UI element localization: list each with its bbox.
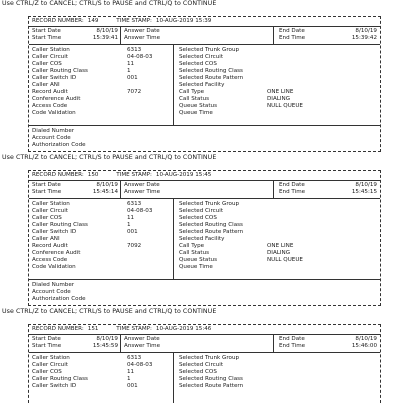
end-date-label: End Date xyxy=(279,28,305,34)
time-stamp: 10-AUG-2019 15:39 xyxy=(155,18,212,24)
field-label: Selected Facility xyxy=(179,236,225,242)
continue-prompt: Use CTRL/Z to CANCEL; CTRL/S to PAUSE and CTRL/Q to CONTINUE xyxy=(2,154,217,161)
field-row xyxy=(29,369,380,376)
field-label: Caller Station xyxy=(32,355,70,361)
record-times xyxy=(29,181,380,199)
field-row xyxy=(29,243,380,250)
field-value: 001 xyxy=(127,383,138,389)
call-record xyxy=(28,170,381,306)
field-label: Record Audit xyxy=(32,243,68,249)
answer-date-label: Answer Date xyxy=(124,336,160,342)
field-value: 1 xyxy=(127,68,131,74)
field-label: Selected Trunk Group xyxy=(179,47,240,53)
field-value: 1 xyxy=(127,222,131,228)
field-row xyxy=(29,355,380,362)
field-row xyxy=(29,89,380,96)
field-value: 001 xyxy=(127,229,138,235)
answer-time-label: Answer Time xyxy=(124,189,161,195)
field-value: ONE LINE xyxy=(267,89,294,95)
record-times xyxy=(29,27,380,45)
field-value: 6313 xyxy=(127,355,142,361)
field-label: Caller COS xyxy=(32,61,62,67)
record-times xyxy=(29,335,380,353)
start-time-label: Start Time xyxy=(32,35,62,41)
field-value: 1 xyxy=(127,376,131,382)
field-label: Call Status xyxy=(179,96,210,102)
answer-time-label: Answer Time xyxy=(124,35,161,41)
field-row xyxy=(29,82,380,89)
field-label: Selected Circuit xyxy=(179,208,224,214)
field-label: Call Type xyxy=(179,89,205,95)
column-divider xyxy=(273,335,274,352)
field-row xyxy=(29,103,380,110)
field-label: Queue Status xyxy=(179,257,217,263)
record-fields xyxy=(29,45,380,126)
field-label: Caller ANI xyxy=(32,82,60,88)
field-label: Record Audit xyxy=(32,89,68,95)
field-label: Selected Routing Class xyxy=(179,222,243,228)
start-date-label: Start Date xyxy=(32,336,61,342)
field-row xyxy=(29,215,380,222)
field-value: DIALING xyxy=(267,250,291,256)
field-row xyxy=(29,250,380,257)
start-time: 15:39:41 xyxy=(92,35,118,41)
field-row xyxy=(29,54,380,61)
field-label: Caller Switch ID xyxy=(32,383,77,389)
start-time: 15:45:59 xyxy=(92,343,118,349)
field-label: Selected Route Pattern xyxy=(179,75,244,81)
field-label: Selected Route Pattern xyxy=(179,383,244,389)
end-date-label: End Date xyxy=(279,182,305,188)
column-divider xyxy=(120,27,121,44)
time-stamp-label: TIME STAMP: xyxy=(116,172,152,178)
field-value: 6313 xyxy=(127,47,142,53)
field-value: 7072 xyxy=(127,89,142,95)
field-row xyxy=(29,229,380,236)
record-number: 149 xyxy=(87,18,99,24)
field-row xyxy=(29,201,380,208)
time-stamp: 10-AUG-2019 15:45 xyxy=(155,172,212,178)
field-row xyxy=(29,75,380,82)
field-row xyxy=(29,47,380,54)
time-stamp-label: TIME STAMP: xyxy=(116,18,152,24)
field-value: 04-08-03 xyxy=(127,54,153,60)
time-stamp-label: TIME STAMP: xyxy=(116,326,152,332)
field-label: Caller Switch ID xyxy=(32,229,77,235)
field-label: Caller COS xyxy=(32,215,62,221)
answer-time-label: Answer Time xyxy=(124,343,161,349)
end-date-label: End Date xyxy=(279,336,305,342)
field-value: 7092 xyxy=(127,243,142,249)
start-date-label: Start Date xyxy=(32,28,61,34)
record-footer xyxy=(29,126,380,151)
end-date: 8/10/19 xyxy=(355,28,377,34)
field-row xyxy=(29,222,380,229)
field-label: Access Code xyxy=(32,257,68,263)
field-value: 11 xyxy=(127,61,135,67)
field-label: Caller COS xyxy=(32,369,62,375)
call-record xyxy=(28,16,381,152)
field-value: NULL QUEUE xyxy=(267,257,303,263)
start-time-label: Start Time xyxy=(32,343,62,349)
field-label: Queue Time xyxy=(179,264,213,270)
field-label: Selected COS xyxy=(179,369,217,375)
continue-prompt: Use CTRL/Z to CANCEL; CTRL/S to PAUSE and CTRL/Q to CONTINUE xyxy=(2,0,217,7)
start-date-label: Start Date xyxy=(32,182,61,188)
field-row xyxy=(29,68,380,75)
column-divider xyxy=(273,181,274,198)
field-row xyxy=(29,208,380,215)
column-divider xyxy=(273,27,274,44)
call-record xyxy=(28,324,381,403)
field-label: Caller Routing Class xyxy=(32,222,88,228)
record-number: 151 xyxy=(87,326,99,332)
field-label: Conference Audit xyxy=(32,96,81,102)
record-number: 150 xyxy=(87,172,99,178)
field-value: DIALING xyxy=(267,96,291,102)
field-row xyxy=(29,96,380,103)
field-label: Call Status xyxy=(179,250,210,256)
field-value: 11 xyxy=(127,369,135,375)
field-label: Caller Switch ID xyxy=(32,75,77,81)
continue-prompt: Use CTRL/Z to CANCEL; CTRL/S to PAUSE and CTRL/Q to CONTINUE xyxy=(2,308,217,315)
dialed-number-label: Dialed Number xyxy=(32,282,75,288)
answer-date-label: Answer Date xyxy=(124,182,160,188)
field-row xyxy=(29,264,380,271)
start-time-label: Start Time xyxy=(32,189,62,195)
field-label: Selected Circuit xyxy=(179,362,224,368)
field-row xyxy=(29,61,380,68)
account-code-label: Account Code xyxy=(32,289,71,295)
field-row xyxy=(29,383,380,390)
field-label: Selected Circuit xyxy=(179,54,224,60)
end-time-label: End Time xyxy=(279,35,306,41)
record-fields xyxy=(29,353,380,403)
field-label: Selected Route Pattern xyxy=(179,229,244,235)
field-label: Code Validation xyxy=(32,264,76,270)
field-label: Code Validation xyxy=(32,110,76,116)
field-value: NULL QUEUE xyxy=(267,103,303,109)
field-value: 6313 xyxy=(127,201,142,207)
answer-date-label: Answer Date xyxy=(124,28,160,34)
end-time: 15:45:15 xyxy=(351,189,377,195)
account-code-label: Account Code xyxy=(32,135,71,141)
field-label: Selected Trunk Group xyxy=(179,355,240,361)
record-fields xyxy=(29,199,380,280)
field-label: Caller Circuit xyxy=(32,208,68,214)
field-value: 04-08-03 xyxy=(127,362,153,368)
field-label: Caller ANI xyxy=(32,236,60,242)
field-label: Queue Time xyxy=(179,110,213,116)
record-number-label: RECORD NUMBER: xyxy=(32,172,84,178)
field-value: 001 xyxy=(127,75,138,81)
field-label: Caller Station xyxy=(32,47,70,53)
dialed-number-label: Dialed Number xyxy=(32,128,75,134)
record-number-label: RECORD NUMBER: xyxy=(32,326,84,332)
field-row xyxy=(29,376,380,383)
authorization-code-label: Authorization Code xyxy=(32,296,86,302)
field-label: Caller Routing Class xyxy=(32,376,88,382)
field-row xyxy=(29,236,380,243)
field-label: Call Type xyxy=(179,243,205,249)
field-value: 11 xyxy=(127,215,135,221)
end-date: 8/10/19 xyxy=(355,336,377,342)
record-header xyxy=(29,171,380,181)
field-row xyxy=(29,362,380,369)
start-time: 15:45:14 xyxy=(92,189,118,195)
start-date: 8/10/19 xyxy=(96,336,118,342)
field-label: Queue Status xyxy=(179,103,217,109)
end-time-label: End Time xyxy=(279,343,306,349)
start-date: 8/10/19 xyxy=(96,182,118,188)
field-label: Selected Facility xyxy=(179,82,225,88)
field-label: Selected Routing Class xyxy=(179,376,243,382)
start-date: 8/10/19 xyxy=(96,28,118,34)
column-divider xyxy=(120,181,121,198)
record-footer xyxy=(29,280,380,305)
field-label: Selected COS xyxy=(179,215,217,221)
end-time: 15:39:42 xyxy=(351,35,377,41)
authorization-code-label: Authorization Code xyxy=(32,142,86,148)
field-label: Access Code xyxy=(32,103,68,109)
field-value: 04-08-03 xyxy=(127,208,153,214)
field-value: ONE LINE xyxy=(267,243,294,249)
field-label: Caller Station xyxy=(32,201,70,207)
field-label: Caller Circuit xyxy=(32,362,68,368)
field-label: Selected COS xyxy=(179,61,217,67)
field-label: Caller Routing Class xyxy=(32,68,88,74)
field-label: Caller Circuit xyxy=(32,54,68,60)
end-time-label: End Time xyxy=(279,189,306,195)
field-label: Conference Audit xyxy=(32,250,81,256)
record-number-label: RECORD NUMBER: xyxy=(32,18,84,24)
end-time: 15:46:00 xyxy=(351,343,377,349)
record-header xyxy=(29,325,380,335)
field-label: Selected Trunk Group xyxy=(179,201,240,207)
field-row xyxy=(29,257,380,264)
column-divider xyxy=(120,335,121,352)
record-header xyxy=(29,17,380,27)
time-stamp: 10-AUG-2019 15:46 xyxy=(155,326,212,332)
field-label: Selected Routing Class xyxy=(179,68,243,74)
field-row xyxy=(29,110,380,117)
end-date: 8/10/19 xyxy=(355,182,377,188)
